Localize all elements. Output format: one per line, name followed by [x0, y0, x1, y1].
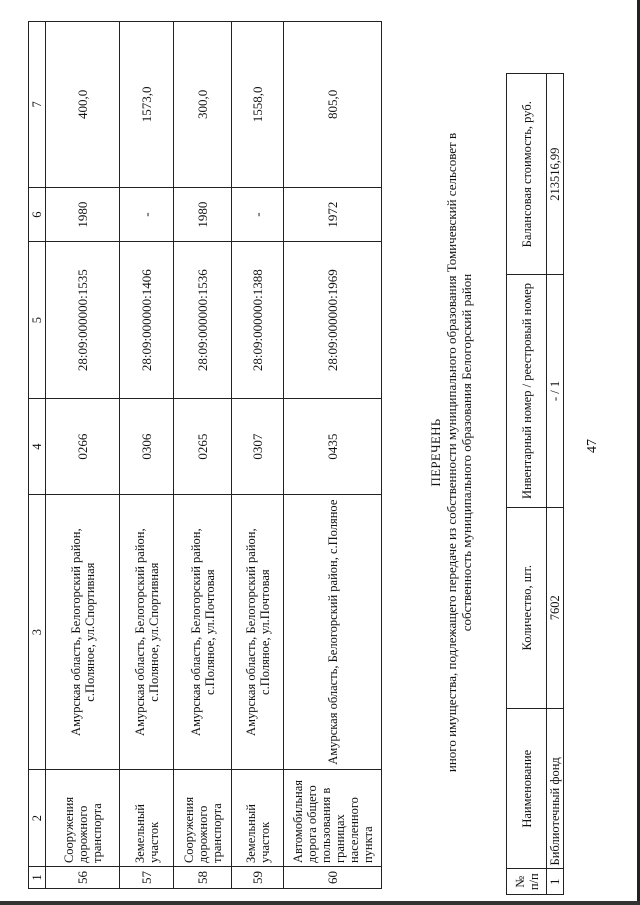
object-address: Амурская область, Белогорский район, с.Поляное, ул.Почтовая [174, 495, 232, 770]
table-row [232, 22, 284, 889]
object-name: Сооружения дорожного транспорта [174, 770, 232, 867]
cadastral-number: 28:09:000000:1969 [284, 242, 382, 398]
object-address: Амурская область, Белогорский район, с.Поляное, ул.Почтовая [232, 495, 284, 770]
value: 300,0 [174, 22, 232, 188]
row-number: 58 [174, 867, 232, 889]
year: 1972 [284, 187, 382, 242]
column-number-7: 7 [29, 22, 46, 188]
property-list-table [506, 73, 564, 895]
column-number-4: 4 [29, 398, 46, 494]
header-row-number: № п/п [507, 869, 547, 895]
year: - [120, 187, 174, 242]
cadastral-number: 28:09:000000:1388 [232, 242, 284, 398]
header-quantity: Количество, шт. [507, 507, 547, 708]
cadastral-number: 28:09:000000:1406 [120, 242, 174, 398]
table-row [120, 22, 174, 889]
header-name: Наименование [507, 708, 547, 869]
row-number: 60 [284, 867, 382, 889]
year: 1980 [174, 187, 232, 242]
item-inventory-number: - / 1 [547, 275, 564, 507]
table-row [284, 22, 382, 889]
cadastral-number: 28:09:000000:1536 [174, 242, 232, 398]
row-number: 59 [232, 867, 284, 889]
column-number-2: 2 [29, 770, 46, 867]
property-table [28, 21, 382, 889]
item-row-number: 1 [547, 869, 564, 895]
value: 805,0 [284, 22, 382, 188]
object-code: 0307 [232, 398, 284, 494]
column-number-3: 3 [29, 495, 46, 770]
object-code: 0265 [174, 398, 232, 494]
value: 1558,0 [232, 22, 284, 188]
page-number: 47 [585, 439, 600, 453]
object-name: Сооружения дорожного транспорта [46, 770, 120, 867]
object-name: Земельный участок [232, 770, 284, 867]
row-number: 56 [46, 867, 120, 889]
list-title: ПЕРЕЧЕНЬ [428, 418, 443, 487]
cadastral-number: 28:09:000000:1535 [46, 242, 120, 398]
column-number-5: 5 [29, 242, 46, 398]
table-row [174, 22, 232, 889]
object-name: Земельный участок [120, 770, 174, 867]
object-name: Автомобильная дорога общего пользования в границах населенного пункта [284, 770, 382, 867]
header-balance-value: Балансовая стоимость, руб. [507, 74, 547, 275]
column-number-1: 1 [29, 867, 46, 889]
item-balance-value: 213516,99 [547, 74, 564, 275]
row-number: 57 [120, 867, 174, 889]
object-code: 0306 [120, 398, 174, 494]
list-subtitle-line-2: собственность муниципального образования Белогорский район [459, 273, 474, 632]
value: 1573,0 [120, 22, 174, 188]
table-header-row [29, 22, 46, 889]
object-address: Амурская область, Белогорский район, с.Поляное, ул.Спортивная [46, 495, 120, 770]
object-address: Амурская область, Белогорский район, с.Поляное, ул.Спортивная [120, 495, 174, 770]
value: 400,0 [46, 22, 120, 188]
table-row [46, 22, 120, 889]
list-item [547, 74, 564, 895]
column-number-6: 6 [29, 187, 46, 242]
header-inventory-number: Инвентарный номер / реестровый номер [507, 275, 547, 507]
object-code: 0435 [284, 398, 382, 494]
year: 1980 [46, 187, 120, 242]
item-name: Библиотечный фонд [547, 708, 564, 869]
list-header-row [507, 74, 547, 895]
item-quantity: 7602 [547, 507, 564, 708]
object-address: Амурская область, Белогорский район, с.Поляное [284, 495, 382, 770]
list-subtitle-line-1: иного имущества, подлежащего передаче из собственности муниципального образования Томичевский сельсовет в [444, 132, 459, 773]
year: - [232, 187, 284, 242]
object-code: 0266 [46, 398, 120, 494]
